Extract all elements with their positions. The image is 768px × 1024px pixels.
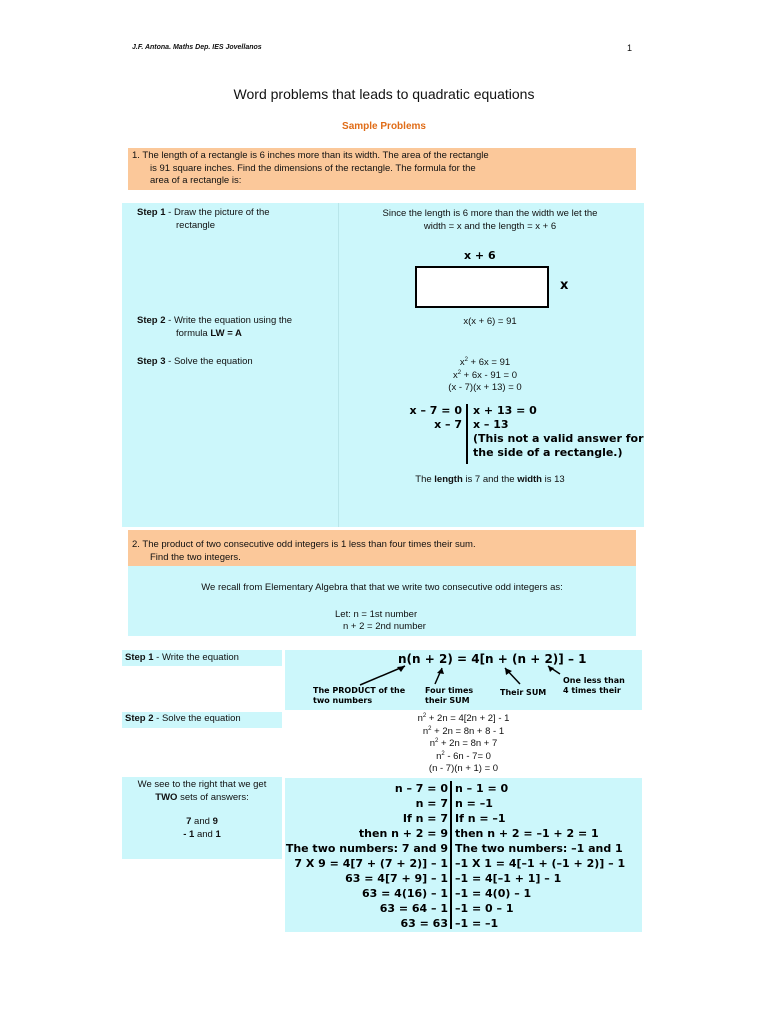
solve-line: $n^2 + 2n = 8n + 8 - 1$: [422, 725, 505, 737]
problem2-note: [122, 777, 282, 859]
problem1-step1: [137, 207, 327, 232]
problem1-step3: [137, 356, 327, 369]
hw-line: –1 = –1: [455, 917, 499, 930]
hw-line: If n = 7: [402, 812, 448, 825]
hw-line: x – 7 = 0: [409, 404, 462, 417]
problem2-step2: [125, 713, 241, 726]
step-label: Step 2: [137, 315, 166, 326]
hw-line: 63 = 64 – 1: [379, 902, 448, 915]
problem1-solve: [340, 357, 630, 395]
recall-text: We recall from Elementary Algebra that that we write two consecutive odd integers as:: [201, 582, 563, 593]
problem1-line: area of a rectangle is:: [150, 175, 242, 186]
section-subtitle: Sample Problems: [342, 121, 426, 132]
problem1-let: [340, 208, 640, 233]
let-line: n + 2 = 2nd number: [343, 621, 426, 632]
solve-line: $x^2 + 6x - 91 = 0$: [452, 369, 518, 381]
problem2-step1: [125, 652, 239, 665]
let-line: Let: n = 1st number: [335, 608, 418, 620]
p2-hw-divider: [450, 781, 452, 929]
problem2-line: 2. The product of two consecutive odd integers is 1 less than four times their sum.: [132, 539, 476, 550]
hw-line: 63 = 4(16) – 1: [361, 887, 448, 900]
problem1-answer: The length is 7 and the width is 13: [415, 474, 565, 485]
let-line: width = x and the length = x + 6: [423, 220, 557, 232]
step-text: - Solve the equation: [153, 713, 241, 724]
answer-pair: 7 and 9: [186, 816, 218, 827]
hw-line: If n = –1: [455, 812, 506, 825]
hw-line: –1 = 4(0) – 1: [455, 887, 532, 900]
rectangle-drawing: [415, 266, 549, 308]
annotation-less: One less than 4 times their: [563, 676, 625, 695]
solve-line: $x^2 + 6x = 91$: [459, 356, 511, 368]
rectangle-length-label: x + 6: [464, 249, 496, 262]
hw-line: n = 7: [415, 797, 448, 810]
hw-line: 63 = 63: [400, 917, 448, 930]
annotation-product: The PRODUCT of the two numbers: [313, 686, 406, 705]
let-line: Since the length is 6 more than the width we let the: [382, 208, 598, 219]
hw-line: 7 X 9 = 4[7 + (7 + 2)] – 1: [294, 857, 448, 870]
p1-hw-right: [473, 404, 644, 460]
hw-line: The two numbers: –1 and 1: [455, 842, 623, 855]
hw-line: then n + 2 = –1 + 2 = 1: [455, 827, 599, 840]
header-author: J.F. Antona. Maths Dep. IES Jovellanos: [132, 44, 262, 51]
answer-pair: - 1 and 1: [183, 828, 221, 840]
formula: LW = A: [210, 327, 242, 339]
hw-line: x – 7: [434, 418, 462, 431]
note-line: We see to the right that we get: [137, 779, 267, 790]
page-title: Word problems that leads to quadratic equations: [233, 86, 535, 102]
hw-line: –1 = 0 – 1: [455, 902, 514, 915]
step-label: Step 3: [137, 356, 166, 367]
p1-hw-divider: [466, 404, 468, 464]
problem1-equation: x(x + 6) = 91: [463, 316, 517, 327]
note-line: TWO sets of answers:: [155, 791, 249, 803]
hw-line: x – 13: [473, 418, 509, 431]
step-label: Step 1: [137, 207, 166, 218]
panel-divider: [338, 203, 339, 527]
problem2-line: Find the two integers.: [150, 551, 241, 563]
problem1-statement: [128, 148, 636, 190]
problem1-line: is 91 square inches. Find the dimensions of the rectangle. The formula for the: [150, 162, 476, 174]
step-label: Step 1: [125, 652, 154, 663]
rectangle-width-label: x: [560, 278, 569, 293]
hw-line: –1 = 4[–1 + 1] – 1: [455, 872, 562, 885]
step-text: - Write the equation using the: [165, 315, 293, 326]
p2-hw-left: [285, 781, 448, 931]
step-label: Step 2: [125, 713, 154, 724]
solve-line: $n^2 - 6n - 7= 0$: [436, 750, 491, 762]
page-number: 1: [627, 43, 633, 53]
hw-line: The two numbers: 7 and 9: [285, 842, 448, 855]
hw-line: n – 7 = 0: [394, 782, 448, 795]
solve-line: (x - 7)(x + 13) = 0: [448, 382, 522, 393]
hw-line: x + 13 = 0: [473, 404, 537, 417]
annotation-four-times: Four times their SUM: [425, 686, 474, 705]
solve-line: $n^2 + 2n = 4[2n + 2] - 1$: [417, 712, 510, 724]
problem1-step2: [137, 315, 327, 340]
step-text: - Solve the equation: [165, 356, 253, 367]
problem1-line: 1. The length of a rectangle is 6 inches more than its width. The area of the rectangle: [132, 150, 489, 161]
p2-hw-equation: n(n + 2) = 4[n + (n + 2)] – 1: [398, 652, 587, 666]
step-text: - Draw the picture of the: [165, 207, 270, 218]
solve-line: $n^2 + 2n = 8n + 7$: [429, 737, 498, 749]
p2-hw-right: [455, 781, 625, 931]
step-text: rectangle: [176, 219, 216, 231]
hw-line: n – 1 = 0: [455, 782, 509, 795]
hw-line: (This not a valid answer for: [473, 432, 644, 445]
p1-hw-left: [380, 404, 462, 432]
hw-line: the side of a rectangle.): [473, 446, 623, 459]
solve-line: (n - 7)(n + 1) = 0: [428, 763, 499, 774]
hw-line: then n + 2 = 9: [358, 827, 448, 840]
hw-line: –1 X 1 = 4[–1 + (–1 + 2)] – 1: [455, 857, 626, 870]
annotation-sum: Their SUM: [500, 688, 547, 697]
hw-line: n = –1: [455, 797, 493, 810]
step-text: formula: [176, 327, 211, 339]
step-text: - Write the equation: [153, 652, 239, 663]
problem2-recall-panel: [128, 566, 636, 636]
hw-line: 63 = 4[7 + 9] – 1: [345, 872, 448, 885]
problem2-solve: [285, 713, 642, 776]
